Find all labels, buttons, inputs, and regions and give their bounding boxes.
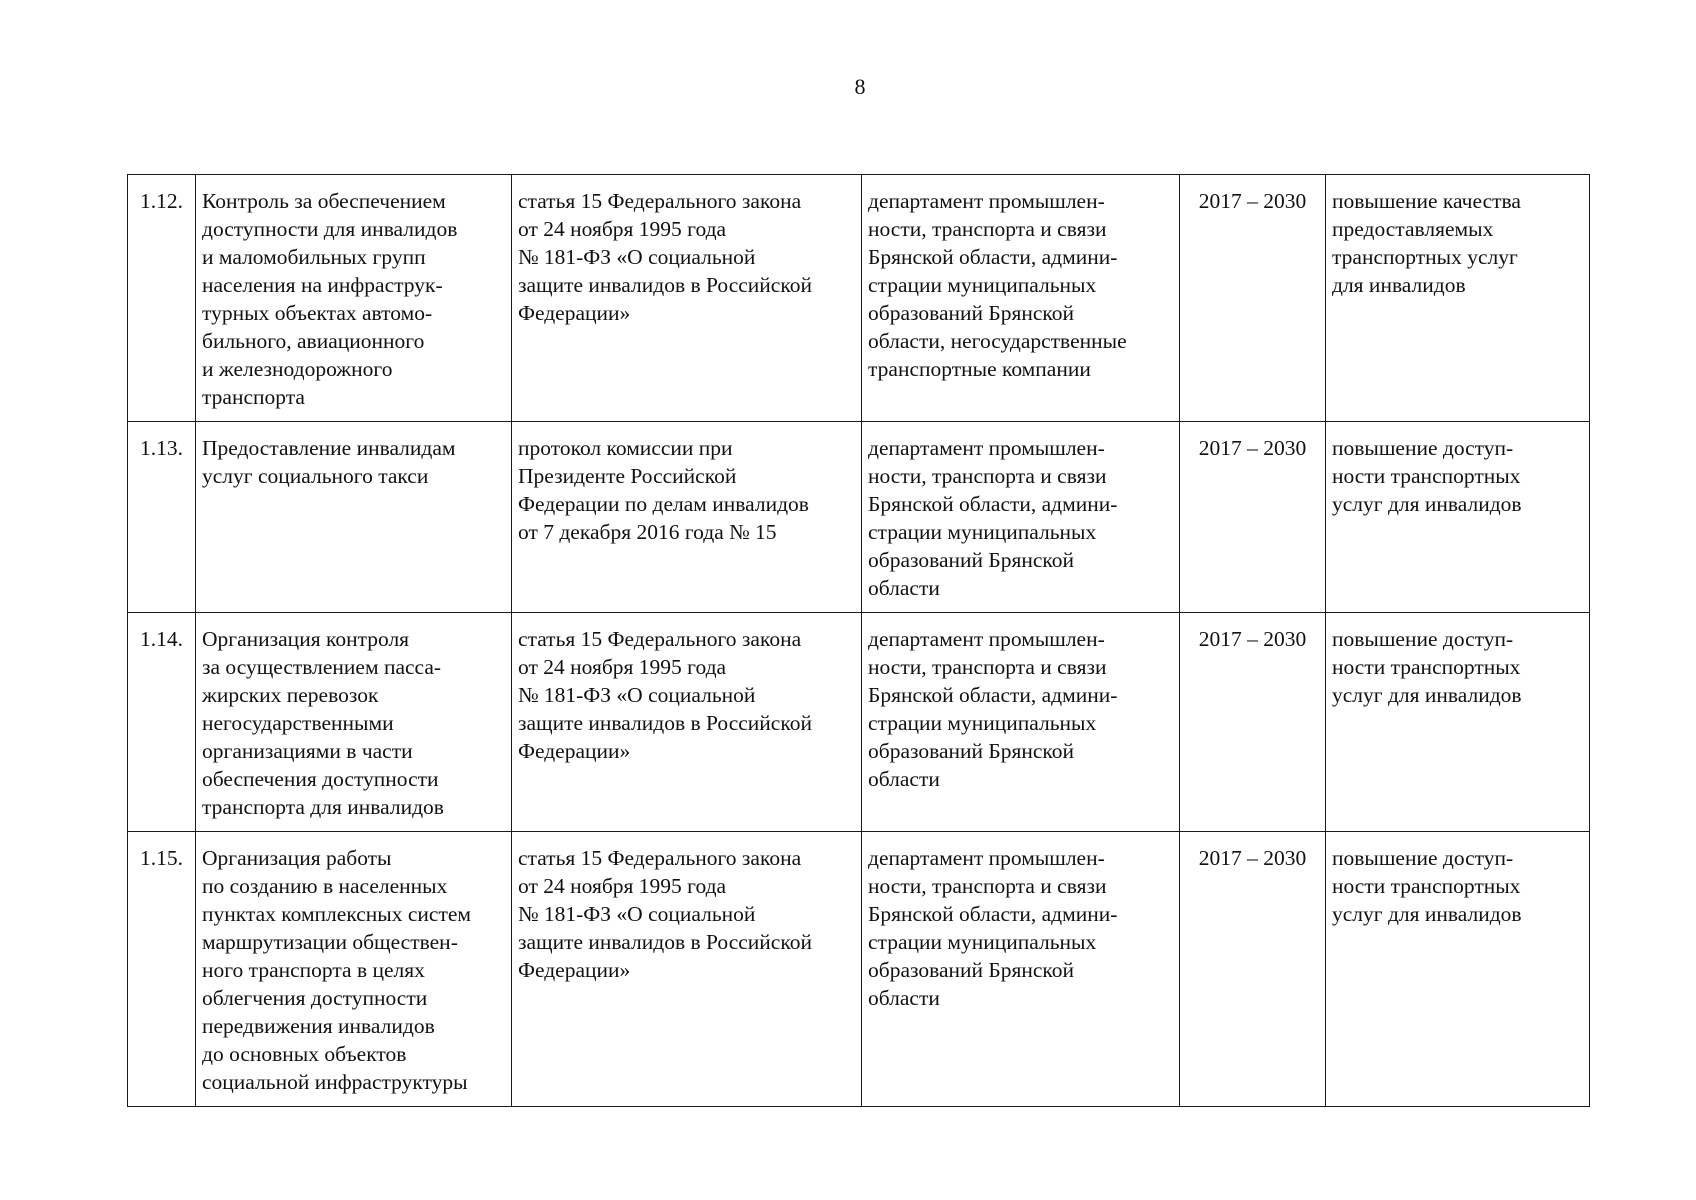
period-cell: 2017 – 2030 <box>1180 175 1326 422</box>
table-row <box>128 832 1590 1107</box>
row-number-cell: 1.14. <box>128 613 196 832</box>
period-cell: 2017 – 2030 <box>1180 422 1326 613</box>
measure-name-cell: Организация контроля за осуществлением пасса- жирских перевозок негосударственными организациями в части обеспечения доступности транспорта для инвалидов <box>196 613 512 832</box>
measure-name-cell: Контроль за обеспечением доступности для инвалидов и маломобильных групп населения на инфраструк- турных объектах автомо- бильного, авиационного и железнодорожного транспорта <box>196 175 512 422</box>
legal-basis-cell: статья 15 Федерального закона от 24 ноября 1995 года № 181-ФЗ «О социальной защите инвалидов в Российской Федерации» <box>512 175 862 422</box>
table-row <box>128 422 1590 613</box>
legal-basis-cell: протокол комиссии при Президенте Российской Федерации по делам инвалидов от 7 декабря 2016 года № 15 <box>512 422 862 613</box>
legal-basis-cell: статья 15 Федерального закона от 24 ноября 1995 года № 181-ФЗ «О социальной защите инвалидов в Российской Федерации» <box>512 832 862 1107</box>
executor-cell: департамент промышлен- ности, транспорта и связи Брянской области, админи- страции муниципальных образований Брянской области <box>862 832 1180 1107</box>
measure-name-cell: Организация работы по созданию в населенных пунктах комплексных систем маршрутизации обществен- ного транспорта в целях облегчения доступности передвижения инвалидов до основных объектов социальной инфраструктуры <box>196 832 512 1107</box>
expected-result-cell: повышение доступ- ности транспортных услуг для инвалидов <box>1326 422 1590 613</box>
executor-cell: департамент промышлен- ности, транспорта и связи Брянской области, админи- страции муниципальных образований Брянской области <box>862 613 1180 832</box>
expected-result-cell: повышение качества предоставляемых транспортных услуг для инвалидов <box>1326 175 1590 422</box>
row-number-cell: 1.12. <box>128 175 196 422</box>
executor-cell: департамент промышлен- ности, транспорта и связи Брянской области, админи- страции муниципальных образований Брянской области, негосударственные транспортные компании <box>862 175 1180 422</box>
measures-table <box>127 174 1590 1107</box>
legal-basis-cell: статья 15 Федерального закона от 24 ноября 1995 года № 181-ФЗ «О социальной защите инвалидов в Российской Федерации» <box>512 613 862 832</box>
expected-result-cell: повышение доступ- ности транспортных услуг для инвалидов <box>1326 613 1590 832</box>
row-number-cell: 1.15. <box>128 832 196 1107</box>
table-row <box>128 613 1590 832</box>
measure-name-cell: Предоставление инвалидам услуг социального такси <box>196 422 512 613</box>
period-cell: 2017 – 2030 <box>1180 832 1326 1107</box>
row-number-cell: 1.13. <box>128 422 196 613</box>
page-number: 8 <box>854 74 866 99</box>
expected-result-cell: повышение доступ- ности транспортных услуг для инвалидов <box>1326 832 1590 1107</box>
period-cell: 2017 – 2030 <box>1180 613 1326 832</box>
table-row <box>128 175 1590 422</box>
executor-cell: департамент промышлен- ности, транспорта и связи Брянской области, админи- страции муниципальных образований Брянской области <box>862 422 1180 613</box>
